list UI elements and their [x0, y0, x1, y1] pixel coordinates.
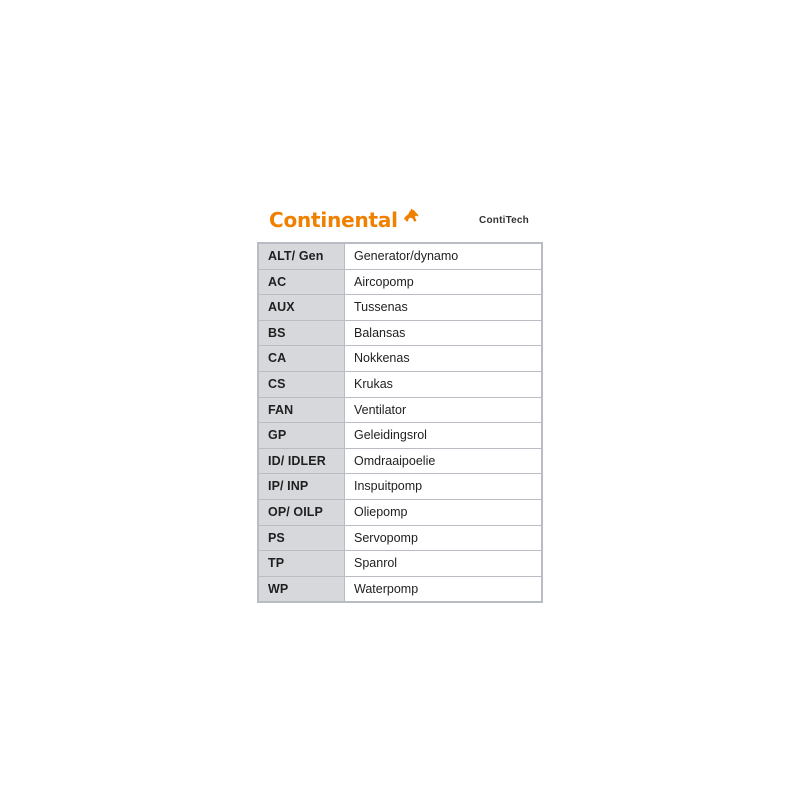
legend-table-wrapper [257, 243, 543, 603]
abbreviation-cell: AC [259, 269, 345, 295]
abbreviation-cell: BS [259, 320, 345, 346]
brand-wordmark: Continental [269, 208, 398, 232]
abbreviation-table-body [259, 244, 542, 602]
table-row [259, 244, 542, 270]
description-cell: Balansas [345, 320, 542, 346]
abbreviation-cell: OP/ OILP [259, 499, 345, 525]
abbreviation-cell: ALT/ Gen [259, 244, 345, 270]
horse-icon [401, 206, 421, 226]
description-cell: Aircopomp [345, 269, 542, 295]
table-row [259, 397, 542, 423]
contitech-subbrand: ContiTech [479, 214, 529, 226]
table-row [259, 576, 542, 602]
table-row [259, 295, 542, 321]
table-row [259, 525, 542, 551]
abbreviation-table [258, 243, 542, 602]
description-cell: Oliepomp [345, 499, 542, 525]
description-cell: Ventilator [345, 397, 542, 423]
description-cell: Krukas [345, 371, 542, 397]
abbreviation-cell: IP/ INP [259, 474, 345, 500]
description-cell: Waterpomp [345, 576, 542, 602]
description-cell: Tussenas [345, 295, 542, 321]
table-row [259, 551, 542, 577]
abbreviation-legend-card [257, 198, 543, 603]
description-cell: Inspuitpomp [345, 474, 542, 500]
table-row [259, 448, 542, 474]
description-cell: Nokkenas [345, 346, 542, 372]
description-cell: Servopomp [345, 525, 542, 551]
continental-logo [269, 210, 421, 230]
description-cell: Spanrol [345, 551, 542, 577]
abbreviation-cell: CS [259, 371, 345, 397]
table-row [259, 474, 542, 500]
table-row [259, 320, 542, 346]
description-cell: Generator/dynamo [345, 244, 542, 270]
abbreviation-cell: CA [259, 346, 345, 372]
description-cell: Omdraaipoelie [345, 448, 542, 474]
abbreviation-cell: TP [259, 551, 345, 577]
table-row [259, 423, 542, 449]
table-row [259, 269, 542, 295]
abbreviation-cell: ID/ IDLER [259, 448, 345, 474]
description-cell: Geleidingsrol [345, 423, 542, 449]
abbreviation-cell: FAN [259, 397, 345, 423]
abbreviation-cell: AUX [259, 295, 345, 321]
abbreviation-cell: GP [259, 423, 345, 449]
table-row [259, 499, 542, 525]
brand-header [257, 198, 543, 243]
table-row [259, 371, 542, 397]
abbreviation-cell: PS [259, 525, 345, 551]
table-row [259, 346, 542, 372]
abbreviation-cell: WP [259, 576, 345, 602]
